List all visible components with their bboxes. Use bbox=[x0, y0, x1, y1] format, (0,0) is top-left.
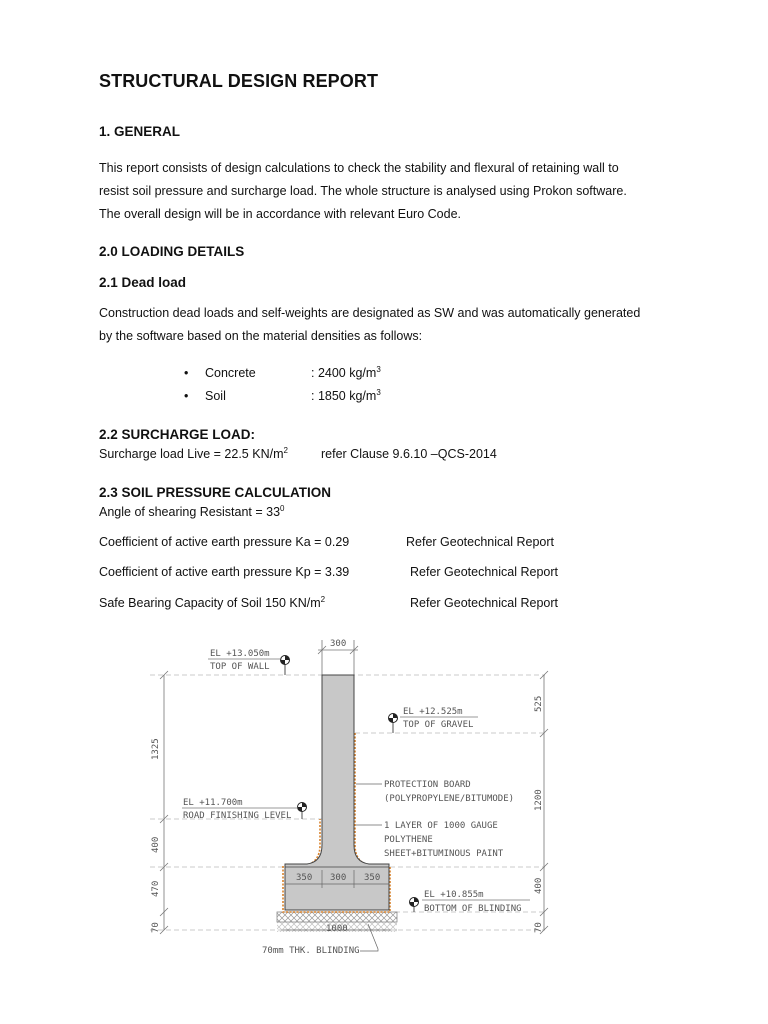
el-bottom: EL +10.855m bbox=[424, 890, 484, 900]
dead-load-heading: 2.1 Dead load bbox=[99, 275, 187, 290]
section-general-heading: 1. GENERAL bbox=[99, 124, 181, 139]
soil-pressure-heading: 2.3 SOIL PRESSURE CALCULATION bbox=[99, 485, 332, 500]
protection-board-1: PROTECTION BOARD bbox=[384, 780, 471, 790]
level-marker-road bbox=[298, 803, 307, 820]
angle-text: Angle of shearing Resistant = $33^0$ bbox=[99, 504, 285, 519]
material-value: : 2400 $kg/m^3$ bbox=[311, 365, 381, 380]
general-line-1: This report consists of design calculations to check the stability and flexural of retaining wall to bbox=[99, 161, 619, 175]
section-loading-heading: 2.0 LOADING DETAILS bbox=[99, 244, 245, 259]
dim-70-left: 70 bbox=[151, 922, 161, 933]
material-name: Concrete bbox=[205, 366, 256, 380]
dim-1325: 1325 bbox=[151, 738, 161, 760]
bearing-label: Safe Bearing Capacity of Soil 150 $KN/m^2$ bbox=[99, 595, 326, 610]
dim-1000: 1000 bbox=[326, 924, 348, 934]
dim-525: 525 bbox=[534, 695, 544, 712]
bullet-icon: • bbox=[184, 366, 189, 380]
surcharge-heading: 2.2 SURCHARGE LOAD: bbox=[99, 427, 256, 442]
dim-400-left: 400 bbox=[151, 836, 161, 853]
level-marker-top-gravel bbox=[389, 714, 398, 734]
general-line-2: resist soil pressure and surcharge load. The whole structure is analysed using Prokon software. bbox=[99, 184, 627, 198]
report-title: STRUCTURAL DESIGN REPORT bbox=[99, 71, 379, 91]
protection-board-2: (POLYPROPYLENE/BITUMODE) bbox=[384, 794, 515, 804]
dim-1200: 1200 bbox=[534, 789, 544, 811]
el-top-wall: EL +13.050m bbox=[210, 649, 270, 659]
ka-ref: Refer Geotechnical Report bbox=[406, 535, 554, 549]
dim-350-left: 350 bbox=[296, 873, 313, 883]
el-road: EL +11.700m bbox=[183, 798, 243, 808]
dim-350-right: 350 bbox=[364, 873, 381, 883]
general-line-3: The overall design will be in accordance with relevant Euro Code. bbox=[99, 207, 461, 221]
material-value: : 1850 $kg/m^3$ bbox=[311, 388, 381, 403]
dead-load-line-1: Construction dead loads and self-weights are designated as SW and was automatically generated bbox=[99, 306, 641, 320]
dim-400-right: 400 bbox=[534, 877, 544, 894]
material-name: Soil bbox=[205, 389, 226, 403]
dim-top-width: 300 bbox=[330, 639, 347, 649]
dim-70-right: 70 bbox=[534, 922, 544, 933]
ka-label: Coefficient of active earth pressure Ka = 0.29 bbox=[99, 535, 350, 549]
level-marker-top-wall bbox=[281, 656, 290, 676]
top-gravel-label: TOP OF GRAVEL bbox=[403, 720, 474, 730]
layer-note-2: POLYTHENE bbox=[384, 835, 433, 845]
level-marker-bottom bbox=[410, 898, 419, 913]
bottom-label: BOTTOM OF BLINDING bbox=[424, 904, 522, 914]
bearing-ref: Refer Geotechnical Report bbox=[410, 596, 558, 610]
layer-note-1: 1 LAYER OF 1000 GAUGE bbox=[384, 821, 498, 831]
blinding bbox=[277, 912, 397, 922]
blinding-label: 70mm THK. BLINDING bbox=[262, 946, 360, 956]
layer-note-3: SHEET+BITUMINOUS PAINT bbox=[384, 849, 504, 859]
top-wall-label: TOP OF WALL bbox=[210, 662, 270, 672]
el-top-gravel: EL +12.525m bbox=[403, 707, 463, 717]
kp-ref: Refer Geotechnical Report bbox=[410, 565, 558, 579]
dim-300-mid: 300 bbox=[330, 873, 347, 883]
surcharge-text: Surcharge load Live = 22.5 $KN/m^2$ bbox=[99, 446, 288, 461]
surcharge-ref: refer Clause 9.6.10 –QCS-2014 bbox=[321, 447, 497, 461]
kp-label: Coefficient of active earth pressure Kp = 3.39 bbox=[99, 565, 350, 579]
bullet-icon: • bbox=[184, 389, 189, 403]
dim-470: 470 bbox=[151, 880, 161, 897]
dead-load-line-2: by the software based on the material densities as follows: bbox=[99, 329, 423, 343]
left-dimension-line bbox=[160, 671, 168, 934]
road-label: ROAD FINISHING LEVEL bbox=[183, 811, 292, 821]
